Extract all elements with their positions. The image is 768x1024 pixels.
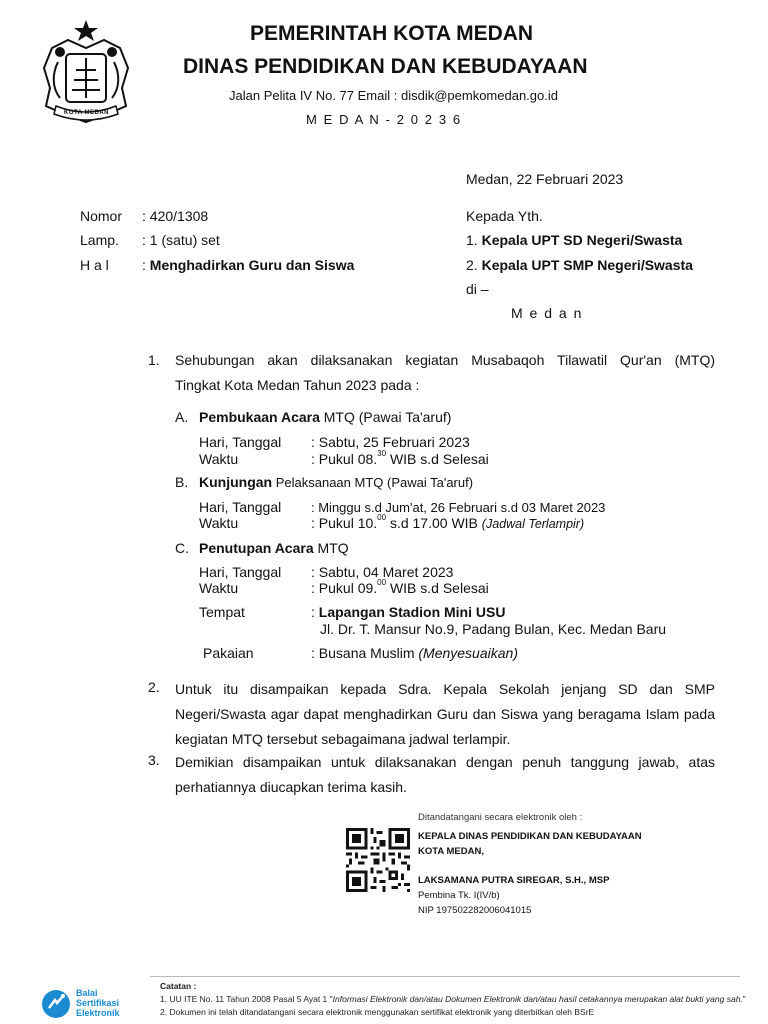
signed-by-note: Ditandatangani secara elektronik oleh : xyxy=(418,812,583,823)
footer-divider xyxy=(150,976,740,977)
nomor-value: : 420/1308 xyxy=(142,208,209,224)
header-department: DINAS PENDIDIKAN DAN KEBUDAYAAN xyxy=(183,55,588,78)
item-b-title xyxy=(199,474,473,490)
point-2-text: Untuk itu disampaikan kepada Sdra. Kepala Sekolah jenjang SD dan SMP Negeri/Swasta agar dapat menghadirkan Guru dan Siswa yang beragama Islam pada kegiatan MTQ tersebut sebagaimana jadwal terlampir. xyxy=(175,681,715,747)
item-b-time-sup: 00 xyxy=(377,513,387,522)
point-1-line2: Tingkat Kota Medan Tahun 2023 pada : xyxy=(175,377,420,393)
item-c-title-rest: MTQ xyxy=(313,540,349,556)
recipient-di: di – xyxy=(466,281,489,297)
recipient-2-number: 2. xyxy=(466,257,478,273)
pakaian-label: Pakaian xyxy=(203,645,254,661)
tempat-venue: Lapangan Stadion Mini USU xyxy=(318,604,506,620)
point-3-number: 3. xyxy=(148,752,160,768)
lamp-value: : 1 (satu) set xyxy=(142,232,220,248)
logo-caption: KOTA MEDAN xyxy=(64,110,109,116)
signer-nip: NIP 197502282006041015 xyxy=(418,905,532,916)
recipient-1 xyxy=(466,232,682,248)
footer-note-1 xyxy=(160,994,746,1004)
header-address: Jalan Pelita IV No. 77 Email : disdik@pemkomedan.go.id xyxy=(229,88,558,103)
recipient-heading: Kepada Yth. xyxy=(466,208,543,224)
item-b-title-rest: Pelaksanaan MTQ (Pawai Ta'aruf) xyxy=(272,475,474,490)
qr-code-icon xyxy=(346,828,410,892)
footer-note-1-italic: Informasi Elektronik dan/atau Dokumen Elektronik dan/atau hasil cetakannya merupakan alat bukti yang sah. xyxy=(332,994,743,1004)
recipient-1-name: Kepala UPT SD Negeri/Swasta xyxy=(481,232,683,248)
item-c-time-sup: 00 xyxy=(377,578,387,587)
item-c-time-label: Waktu xyxy=(199,580,239,596)
item-b-time-pre: : Pukul 10. xyxy=(311,515,378,531)
item-b-time-value xyxy=(311,515,584,531)
nomor-label: Nomor xyxy=(80,208,123,224)
item-a-day-label: Hari, Tanggal xyxy=(199,434,282,450)
header-government: PEMERINTAH KOTA MEDAN xyxy=(250,22,534,45)
pakaian-note: (Menyesuaikan) xyxy=(418,645,518,661)
item-c-time-value xyxy=(311,580,489,596)
item-b-letter: B. xyxy=(175,474,189,490)
pakaian-text: : Busana Muslim xyxy=(311,645,419,661)
bsre-line-2: Sertifikasi xyxy=(76,998,120,1008)
item-b-day-value: : Minggu s.d Jum'at, 26 Februari s.d 03 Maret 2023 xyxy=(311,500,606,515)
item-c-time-pre: : Pukul 09. xyxy=(311,580,378,596)
item-a-title xyxy=(199,409,451,425)
signer-rank: Pembina Tk. I(IV/b) xyxy=(418,890,500,901)
bsre-logo-icon xyxy=(40,988,72,1020)
recipient-1-number: 1. xyxy=(466,232,478,248)
item-a-day-value: : Sabtu, 25 Februari 2023 xyxy=(311,434,470,450)
footer-note-1-post: " xyxy=(742,994,746,1004)
footer-catatan: Catatan : xyxy=(160,981,197,991)
signer-position-1: KEPALA DINAS PENDIDIKAN DAN KEBUDAYAAN xyxy=(418,831,642,842)
point-3-text: Demikian disampaikan untuk dilaksanakan dengan penuh tanggung jawab, atas perhatiannya diucapkan terima kasih. xyxy=(175,754,715,795)
item-b-title-bold: Kunjungan xyxy=(199,474,273,490)
header-city: M E D A N - 2 0 2 3 6 xyxy=(306,112,462,127)
item-b-day-label: Hari, Tanggal xyxy=(199,499,282,515)
signer-name: LAKSAMANA PUTRA SIREGAR, S.H., MSP xyxy=(418,875,610,886)
item-c-day-value: : Sabtu, 04 Maret 2023 xyxy=(311,564,454,580)
bsre-line-3: Elektronik xyxy=(76,1008,120,1018)
item-a-title-bold: Pembukaan Acara xyxy=(199,409,320,425)
point-1-line1: Sehubungan akan dilaksanakan kegiatan Musabaqoh Tilawatil Qur'an (MTQ) xyxy=(175,352,715,368)
tempat-value xyxy=(311,604,505,620)
recipient-2-name: Kepala UPT SMP Negeri/Swasta xyxy=(481,257,693,273)
hal-subject: Menghadirkan Guru dan Siswa xyxy=(149,257,355,273)
tempat-colon: : xyxy=(311,604,319,620)
footer-note-1-pre: 1. UU ITE No. 11 Tahun 2008 Pasal 5 Ayat 1 " xyxy=(160,994,333,1004)
item-a-letter: A. xyxy=(175,409,189,425)
footer-note-2: 2. Dokumen ini telah ditandatangani secara elektronik menggunakan sertifikat elektronik yang diterbitkan oleh BSrE xyxy=(160,1007,595,1017)
item-c-title xyxy=(199,540,349,556)
tempat-address: Jl. Dr. T. Mansur No.9, Padang Bulan, Kec. Medan Baru xyxy=(320,621,667,637)
tempat-label: Tempat xyxy=(199,604,245,620)
hal-label: H a l xyxy=(80,257,109,273)
letter-date: Medan, 22 Februari 2023 xyxy=(466,171,624,187)
item-a-time-sup: 30 xyxy=(377,449,387,458)
item-b-time-label: Waktu xyxy=(199,515,239,531)
point-2-number: 2. xyxy=(148,679,160,695)
item-a-time-value xyxy=(311,451,489,467)
city-logo xyxy=(38,18,134,128)
item-b-time-note: (Jadwal Terlampir) xyxy=(481,517,585,531)
recipient-2 xyxy=(466,257,693,273)
item-c-letter: C. xyxy=(175,540,189,556)
item-a-title-rest: MTQ (Pawai Ta'aruf) xyxy=(319,409,452,425)
point-1-number: 1. xyxy=(148,352,160,368)
item-c-day-label: Hari, Tanggal xyxy=(199,564,282,580)
pakaian-value xyxy=(311,645,518,661)
item-c-title-bold: Penutupan Acara xyxy=(199,540,314,556)
hal-value: : Menghadirkan Guru dan Siswa xyxy=(142,257,355,273)
recipient-place: M e d a n xyxy=(511,305,583,321)
signer-position-2: KOTA MEDAN, xyxy=(418,846,484,857)
item-a-time-label: Waktu xyxy=(199,451,239,467)
item-c-time-post: WIB s.d Selesai xyxy=(386,580,489,596)
item-a-time-pre: : Pukul 08. xyxy=(311,451,378,467)
item-a-time-post: WIB s.d Selesai xyxy=(386,451,489,467)
lamp-label: Lamp. xyxy=(80,232,119,248)
item-b-time-post: s.d 17.00 WIB xyxy=(386,515,482,531)
bsre-line-1: Balai xyxy=(76,988,98,998)
